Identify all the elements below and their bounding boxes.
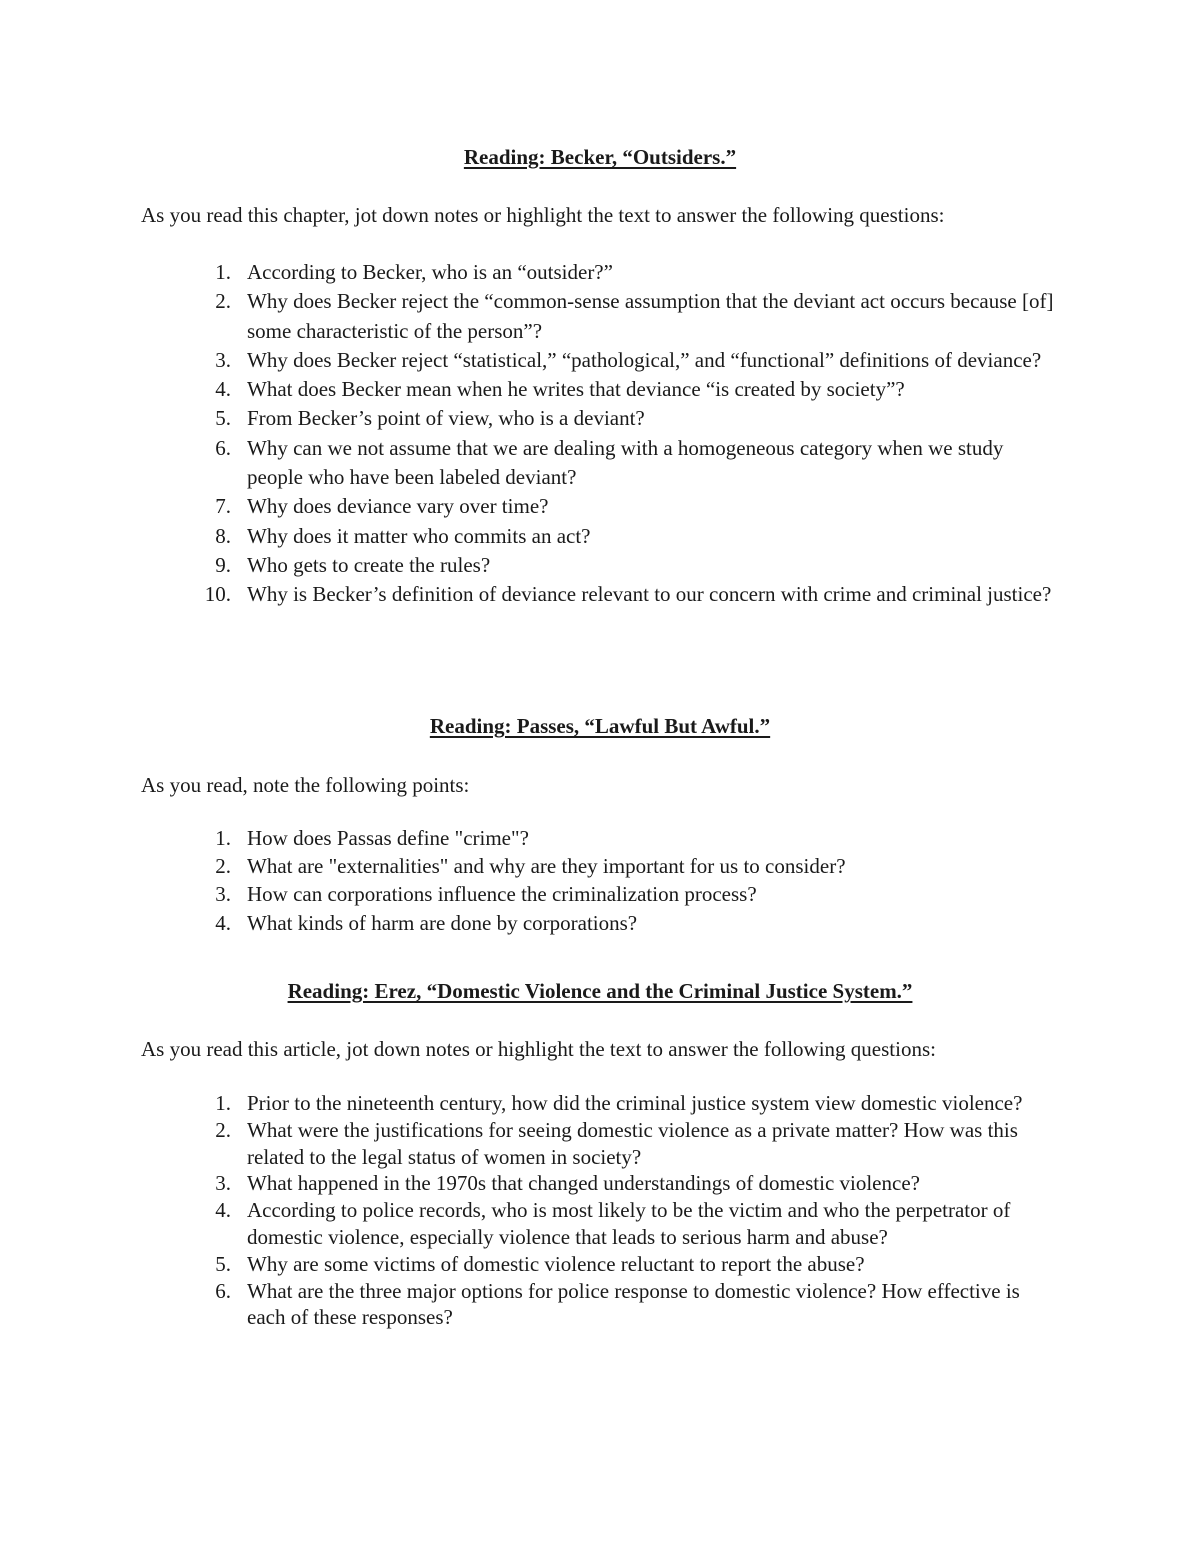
- list-number: 3.: [215, 882, 231, 907]
- question-list-erez: [0, 1090, 1060, 1331]
- question-text: Prior to the nineteenth century, how did the criminal justice system view domestic violence?: [247, 1091, 1023, 1115]
- question-list-passas: [0, 824, 1060, 937]
- list-item: [0, 909, 1060, 937]
- list-number: 4.: [215, 1198, 231, 1223]
- list-number: 3.: [215, 347, 231, 372]
- question-list-becker: [0, 258, 1060, 610]
- list-item: [0, 1251, 1060, 1278]
- list-item: [0, 375, 1060, 404]
- section-intro-erez: As you read this article, jot down notes or highlight the text to answer the following questions:: [141, 1037, 936, 1061]
- list-item: [0, 258, 1060, 287]
- question-text: Why does Becker reject the “common-sense assumption that the deviant act occurs because [of] some characteristic of the person”?: [247, 289, 1054, 343]
- section-title-becker: Reading: Becker, “Outsiders.”: [463, 145, 737, 169]
- list-number: 9.: [215, 552, 231, 577]
- question-text: What does Becker mean when he writes that deviance “is created by society”?: [247, 377, 905, 402]
- question-text: From Becker’s point of view, who is a deviant?: [247, 406, 645, 431]
- list-item: [0, 824, 1060, 852]
- list-number: 5.: [215, 406, 231, 431]
- question-text: Why does it matter who commits an act?: [247, 523, 591, 548]
- list-item: [0, 1170, 1060, 1197]
- question-text: What are "externalities" and why are they important for us to consider?: [247, 854, 846, 879]
- list-item: [0, 404, 1060, 433]
- question-text: Why does deviance vary over time?: [247, 494, 549, 519]
- list-item: [0, 580, 1060, 609]
- section-title-passas: Reading: Passes, “Lawful But Awful.”: [429, 714, 771, 738]
- list-number: 1.: [215, 826, 231, 850]
- list-number: 6.: [215, 435, 231, 460]
- list-number: 10.: [204, 582, 231, 607]
- list-number: 6.: [215, 1278, 231, 1303]
- list-item: [0, 1197, 1060, 1251]
- question-text: How does Passas define "crime"?: [247, 826, 529, 850]
- list-number: 2.: [215, 854, 231, 879]
- list-item: [0, 852, 1060, 880]
- list-number: 3.: [215, 1171, 231, 1196]
- question-text: Why is Becker’s definition of deviance relevant to our concern with crime and criminal justice?: [247, 582, 1052, 607]
- list-item: [0, 551, 1060, 580]
- section-intro-passas: As you read, note the following points:: [141, 773, 470, 797]
- question-text: According to police records, who is most likely to be the victim and who the perpetrator of domestic violence, especially violence that leads to serious harm and abuse?: [247, 1198, 1011, 1249]
- question-text: What happened in the 1970s that changed understandings of domestic violence?: [247, 1171, 920, 1196]
- question-text: What kinds of harm are done by corporations?: [247, 910, 638, 935]
- section-title-erez: Reading: Erez, “Domestic Violence and the Criminal Justice System.”: [287, 979, 913, 1003]
- list-number: 2.: [215, 1117, 231, 1142]
- list-item: [0, 346, 1060, 375]
- question-text: Who gets to create the rules?: [247, 552, 491, 577]
- question-text: Why are some victims of domestic violence reluctant to report the abuse?: [247, 1251, 865, 1276]
- list-item: [0, 880, 1060, 908]
- question-text: According to Becker, who is an “outsider?”: [247, 260, 613, 284]
- list-number: 8.: [215, 523, 231, 548]
- question-text: Why does Becker reject “statistical,” “pathological,” and “functional” definitions of deviance?: [247, 347, 1042, 372]
- list-number: 4.: [215, 377, 231, 402]
- list-number: 4.: [215, 910, 231, 935]
- question-text: How can corporations influence the criminalization process?: [247, 882, 757, 907]
- list-item: [0, 1090, 1060, 1117]
- list-item: [0, 492, 1060, 521]
- list-item: [0, 1278, 1060, 1332]
- section-intro-becker: As you read this chapter, jot down notes or highlight the text to answer the following questions:: [141, 203, 945, 227]
- list-number: 2.: [215, 289, 231, 314]
- list-item: [0, 522, 1060, 551]
- list-number: 1.: [215, 260, 231, 284]
- list-number: 1.: [215, 1091, 231, 1115]
- list-item: [0, 434, 1060, 493]
- question-text: What were the justifications for seeing domestic violence as a private matter? How was this related to the legal status of women in society?: [247, 1117, 1018, 1169]
- question-text: Why can we not assume that we are dealing with a homogeneous category when we study people who have been labeled deviant?: [247, 435, 1004, 490]
- list-item: [0, 1117, 1060, 1171]
- list-number: 5.: [215, 1251, 231, 1276]
- question-text: What are the three major options for police response to domestic violence? How effective is each of these responses?: [247, 1278, 1020, 1330]
- list-number: 7.: [215, 494, 231, 519]
- list-item: [0, 287, 1060, 346]
